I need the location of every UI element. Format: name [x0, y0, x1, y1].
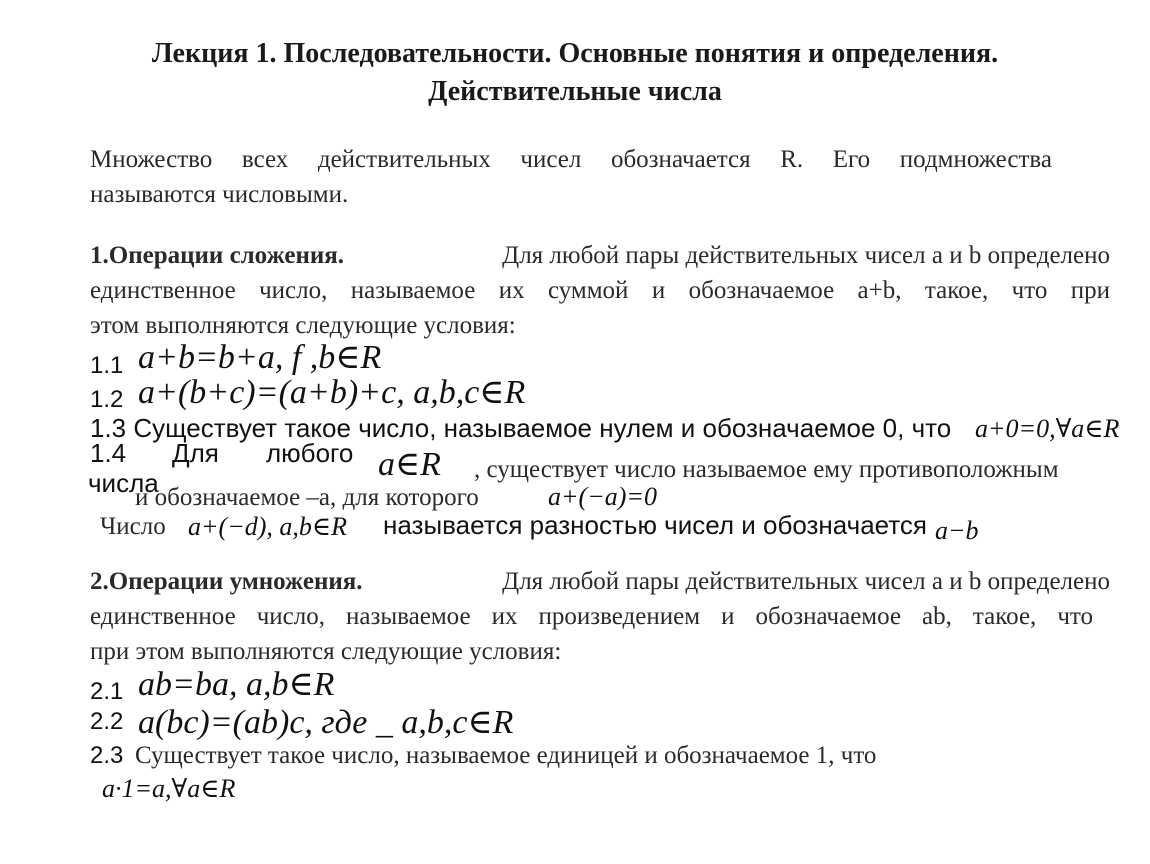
- item-1-4-formula2: a+(−a)=0: [548, 482, 657, 511]
- item-1-4-text: , существует число называемое ему противоположным: [474, 456, 1059, 483]
- item-1-3: [90, 413, 951, 444]
- multiplication-line1-rest: Для любой пары действительных чисел a и b определено: [502, 568, 1110, 595]
- item-1-4-word-any: любого: [266, 438, 354, 468]
- item-1-4-cont: числа: [88, 468, 159, 498]
- difference-result: a−b: [935, 516, 979, 545]
- item-1-3-text: Существует такое число, называемое нулем и обозначаемое 0, что: [133, 413, 952, 443]
- item-1-3-number: 1.3: [90, 413, 127, 443]
- item-1-4-formula: a∈R: [378, 446, 441, 483]
- item-2-3-number: 2.3: [90, 742, 124, 769]
- addition-heading: 1.Операции сложения.: [90, 242, 345, 269]
- addition-line2: единственное число, называемое их суммой и обозначаемое a+b, такое, что при: [90, 277, 1110, 304]
- item-2-2-formula: a(bc)=(ab)c, где _ a,b,c∈R: [138, 704, 514, 741]
- addition-line3: этом выполняются следующие условия:: [90, 312, 516, 339]
- page-title-line1: Лекция 1. Последовательности. Основные понятия и определения.: [151, 38, 999, 69]
- item-1-2-number: 1.2: [90, 386, 124, 413]
- item-1-1-number: 1.1: [90, 352, 124, 379]
- intro-line1: Множество всех действительных чисел обозначается R. Его подмножества: [90, 146, 1052, 173]
- difference-text: называется разностью чисел и обозначается: [383, 510, 927, 540]
- item-1-4-number: 1.4: [90, 438, 127, 468]
- item-1-4-word-for: Для: [172, 438, 219, 468]
- item-2-3-text: Существует такое число, называемое единицей и обозначаемое 1, что: [135, 742, 877, 769]
- multiplication-line1: [90, 568, 1110, 596]
- intro-line2: называются числовыми.: [90, 181, 349, 208]
- addition-line1: [90, 242, 1110, 270]
- item-2-1-formula: ab=ba, a,b∈R: [138, 666, 335, 703]
- item-1-3-formula: a+0=0,∀a∈R: [975, 414, 1120, 443]
- item-2-2-number: 2.2: [90, 708, 124, 735]
- item-1-2-formula: a+(b+c)=(a+b)+c, a,b,c∈R: [138, 374, 526, 411]
- multiplication-heading: 2.Операции умножения.: [90, 568, 363, 595]
- page-title-line2: Действительные числа: [428, 76, 722, 107]
- multiplication-line2: единственное число, называемое их произведением и обозначаемое ab, такое, что: [90, 603, 1093, 630]
- item-1-1-formula: a+b=b+a, f ,b∈R: [138, 339, 382, 376]
- item-2-3-formula: a·1=a,∀a∈R: [102, 774, 236, 803]
- difference-formula: a+(−d), a,b∈R: [188, 512, 348, 541]
- addition-line1-rest: Для любой пары действительных чисел a и b определено: [502, 242, 1110, 269]
- item-1-4-line2: и обозначаемое –a, для которого: [135, 484, 479, 511]
- difference-prefix: Число: [100, 513, 166, 540]
- item-2-1-number: 2.1: [90, 678, 124, 705]
- multiplication-line3: при этом выполняются следующие условия:: [90, 638, 562, 665]
